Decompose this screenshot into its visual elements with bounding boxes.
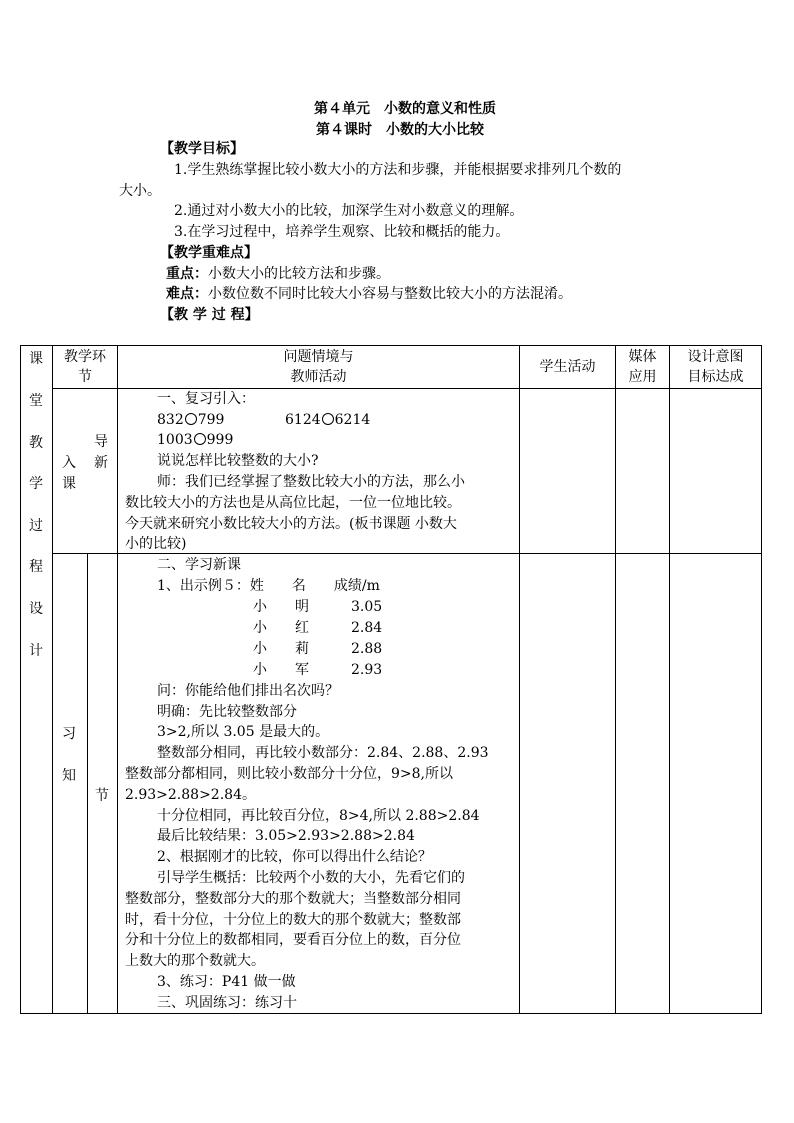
objective-1-cont: 大小。 xyxy=(119,183,161,199)
header-activity: 问题情境与 教师活动 xyxy=(283,349,354,385)
stage-learn-char: 节 xyxy=(95,788,109,804)
activity-line: 三、巩固练习：练习十 xyxy=(157,995,297,1011)
activity-line: 整数部分都相同，则比较小数部分十分位，9>8,所以 xyxy=(125,766,453,782)
student-row: 小 军 2.93 xyxy=(253,662,383,678)
activity-line: 引导学生概括：比较两个小数的大小，先看它们的 xyxy=(157,870,465,886)
student-row: 小 红 2.84 xyxy=(253,620,383,636)
focus-line xyxy=(166,264,390,285)
activity-line: 明确：先比较整数部分 xyxy=(157,704,297,720)
difficulty-text: 小数位数不同时比较大小容易与整数比较大小的方法混淆。 xyxy=(208,286,572,302)
new-lesson-heading: 二、学习新课 xyxy=(157,557,241,573)
stage-learn-char: 知 xyxy=(62,768,76,784)
lesson-title: 第４课时 小数的大小比较 xyxy=(316,122,484,138)
activity-line: 上数大的那个数就大。 xyxy=(125,953,265,969)
difficulty-label: 难点： xyxy=(166,286,208,302)
header-stage: 教学环 节 xyxy=(64,349,106,385)
focus-text: 小数大小的比较方法和步骤。 xyxy=(208,266,390,282)
compare-item: 832 799 xyxy=(157,412,225,428)
activity-line: 整数部分相同，再比较小数部分：2.84、2.88、2.93 xyxy=(157,745,489,761)
activity-line: 问：你能给他们排出名次吗？ xyxy=(157,683,339,699)
side-label-char: 学 xyxy=(29,476,43,492)
stage-intro-char: 新 xyxy=(94,455,108,471)
unit-title: 第４单元 小数的意义和性质 xyxy=(314,101,496,117)
activity-line: 分和十分位上的数都相同，要看百分位上的数，百分位 xyxy=(125,932,461,948)
side-label-char: 计 xyxy=(29,643,43,659)
review-heading: 一、复习引入： xyxy=(157,391,255,407)
side-label-char: 教 xyxy=(29,435,43,451)
activity-line: 师：我们已经掌握了整数比较大小的方法，那么小 xyxy=(157,474,465,490)
activity-line: 2.93>2.88>2.84。 xyxy=(125,787,256,803)
stage-learn-char: 习 xyxy=(62,726,76,742)
stage-intro-char: 导 xyxy=(94,434,108,450)
activity-line: 3、练习：P41 做一做 xyxy=(157,974,296,990)
side-label-char: 过 xyxy=(29,518,43,534)
objective-2: 2.通过对小数大小的比较，加深学生对小数意义的理解。 xyxy=(174,203,524,219)
activity-line: 最后比较结果：3.05>2.93>2.88>2.84 xyxy=(157,828,415,844)
header-student: 学生活动 xyxy=(539,359,596,375)
objective-1: 1.学生熟练掌握比较小数大小的方法和步骤，并能根据要求排列几个数的 xyxy=(174,162,622,178)
header-design: 设计意图 目标达成 xyxy=(687,349,744,385)
activity-line: 3>2,所以 3.05 是最大的。 xyxy=(157,724,330,740)
side-label-char: 设 xyxy=(29,601,43,617)
student-row: 小 莉 2.88 xyxy=(253,641,383,657)
side-label-char: 课 xyxy=(29,351,43,367)
activity-line: 时，看十分位，十分位上的数大的那个数就大；整数部 xyxy=(125,912,461,928)
activity-line: 说说怎样比较整数的大小? xyxy=(157,453,319,469)
activity-line: 数比较大小的方法也是从高位比起，一位一位地比较。 xyxy=(125,495,461,511)
activity-line: 十分位相同，再比较百分位，8>4,所以 2.88>2.84 xyxy=(157,808,480,824)
student-row: 小 明 3.05 xyxy=(253,599,383,615)
stage-intro-char: 课 xyxy=(62,476,76,492)
compare-circle-icon xyxy=(185,413,197,425)
activity-line: 今天就来研究小数比较大小的方法。(板书课题 小数大 xyxy=(125,516,457,532)
activity-line: 2、根据刚才的比较，你可以得出什么结论？ xyxy=(157,849,432,865)
difficulty-line xyxy=(166,284,572,305)
header-media: 媒体 应用 xyxy=(628,349,657,385)
side-label-char: 堂 xyxy=(29,393,43,409)
activity-line: 小的比较) xyxy=(125,536,187,552)
compare-item: 6124 6214 xyxy=(285,412,371,428)
compare-circle-icon xyxy=(194,433,206,445)
side-label-char: 程 xyxy=(29,559,43,575)
compare-item: 1003 999 xyxy=(157,432,234,448)
example-heading: 1、出示例５：姓 名 成绩/m xyxy=(157,578,380,594)
compare-circle-icon xyxy=(322,413,334,425)
stage-intro-char: 入 xyxy=(62,455,76,471)
focus-label: 重点： xyxy=(166,266,208,282)
process-heading: 【教 学 过 程】 xyxy=(160,307,259,323)
activity-line: 整数部分，整数部分大的那个数就大；当整数部分相同 xyxy=(125,891,461,907)
key-points-heading: 【教学重难点】 xyxy=(160,245,258,261)
objective-3: 3.在学习过程中，培养学生观察、比较和概括的能力。 xyxy=(174,224,510,240)
objectives-heading: 【教学目标】 xyxy=(160,141,244,157)
